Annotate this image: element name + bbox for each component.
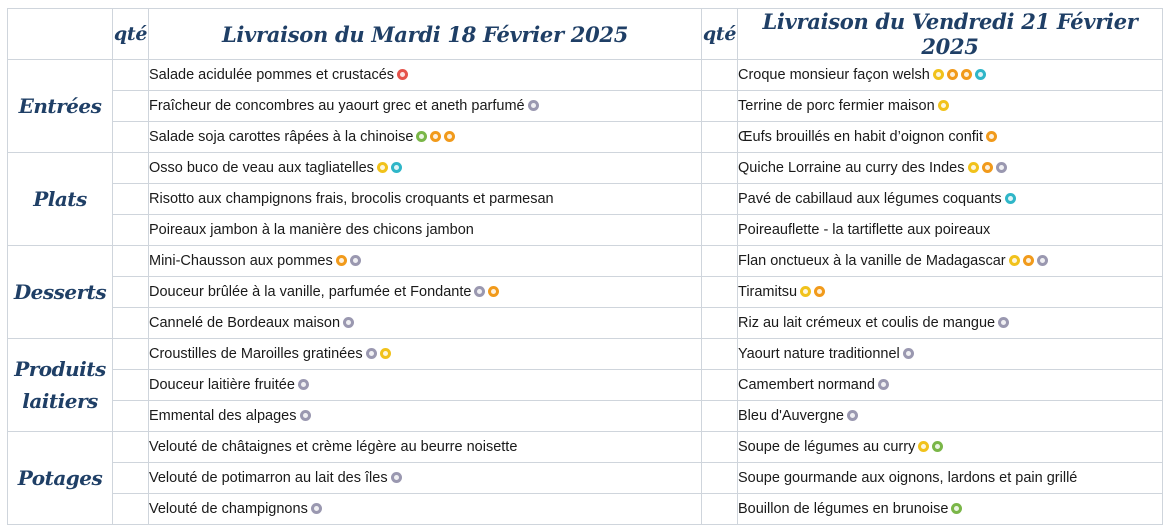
dish-cell-day2 xyxy=(738,339,1163,370)
table-row xyxy=(8,494,1163,525)
table-row xyxy=(8,339,1163,370)
day1-title: Livraison du Mardi 18 Février 2025 xyxy=(149,9,702,60)
dish-name: Fraîcheur de concombres au yaourt grec et aneth parfumé xyxy=(149,98,525,114)
dish-name: Cannelé de Bordeaux maison xyxy=(149,315,341,331)
category-label: Potages xyxy=(8,432,113,525)
dish-cell-day1 xyxy=(149,401,702,432)
quantity-cell-day2[interactable] xyxy=(702,122,738,153)
dish-cell-day1 xyxy=(149,463,702,494)
quantity-cell-day2[interactable] xyxy=(702,339,738,370)
allergen-icon xyxy=(397,69,408,80)
dairy-icon xyxy=(391,472,402,483)
quantity-cell-day1[interactable] xyxy=(113,153,149,184)
dish-cell-day1 xyxy=(149,339,702,370)
dish-cell-day2 xyxy=(738,122,1163,153)
table-row xyxy=(8,91,1163,122)
dish-cell-day1 xyxy=(149,122,702,153)
quantity-cell-day2[interactable] xyxy=(702,246,738,277)
qte-header-day2: qté xyxy=(702,9,738,60)
dish-cell-day2 xyxy=(738,277,1163,308)
local-product-icon xyxy=(800,286,811,297)
dish-name: Velouté de potimarron au lait des îles xyxy=(149,470,388,486)
dish-cell-day2 xyxy=(738,432,1163,463)
dish-cell-day1 xyxy=(149,277,702,308)
table-row xyxy=(8,401,1163,432)
quantity-cell-day2[interactable] xyxy=(702,60,738,91)
quantity-cell-day1[interactable] xyxy=(113,339,149,370)
quantity-cell-day2[interactable] xyxy=(702,153,738,184)
dish-name: Camembert normand xyxy=(738,377,875,393)
dish-name: Bleu d'Auvergne xyxy=(738,408,844,424)
dairy-icon xyxy=(311,503,322,514)
quantity-cell-day1[interactable] xyxy=(113,463,149,494)
dish-name: Soupe gourmande aux oignons, lardons et pain grillé xyxy=(738,470,1078,486)
dish-name: Tiramitsu xyxy=(738,284,798,300)
dish-name: Salade acidulée pommes et crustacés xyxy=(149,67,395,83)
dish-name: Velouté de châtaignes et crème légère au beurre noisette xyxy=(149,439,518,455)
label-rouge-icon xyxy=(1023,255,1034,266)
dish-name: Riz au lait crémeux et coulis de mangue xyxy=(738,315,996,331)
dish-cell-day2 xyxy=(738,91,1163,122)
table-row xyxy=(8,122,1163,153)
dish-name: Flan onctueux à la vanille de Madagascar xyxy=(738,253,1006,269)
local-product-icon xyxy=(938,100,949,111)
dish-cell-day1 xyxy=(149,153,702,184)
dish-cell-day2 xyxy=(738,215,1163,246)
dish-cell-day1 xyxy=(149,215,702,246)
dish-name: Osso buco de veau aux tagliatelles xyxy=(149,160,374,176)
dairy-icon xyxy=(903,348,914,359)
menu-body xyxy=(8,60,1163,525)
dish-cell-day1 xyxy=(149,60,702,91)
dairy-icon xyxy=(1037,255,1048,266)
category-label: Entrées xyxy=(8,60,113,153)
dairy-icon xyxy=(878,379,889,390)
dairy-icon xyxy=(343,317,354,328)
dairy-icon xyxy=(996,162,1007,173)
table-row xyxy=(8,246,1163,277)
quantity-cell-day1[interactable] xyxy=(113,91,149,122)
dish-cell-day2 xyxy=(738,370,1163,401)
vegetarian-icon xyxy=(951,503,962,514)
table-row xyxy=(8,463,1163,494)
dish-name: Emmental des alpages xyxy=(149,408,297,424)
quantity-cell-day1[interactable] xyxy=(113,215,149,246)
quantity-cell-day2[interactable] xyxy=(702,308,738,339)
local-product-icon xyxy=(968,162,979,173)
quantity-cell-day2[interactable] xyxy=(702,494,738,525)
quantity-cell-day2[interactable] xyxy=(702,91,738,122)
dish-cell-day1 xyxy=(149,91,702,122)
label-rouge-icon xyxy=(961,69,972,80)
dish-name: Mini-Chausson aux pommes xyxy=(149,253,333,269)
dish-cell-day2 xyxy=(738,401,1163,432)
quantity-cell-day1[interactable] xyxy=(113,184,149,215)
quantity-cell-day1[interactable] xyxy=(113,60,149,91)
dish-name: Terrine de porc fermier maison xyxy=(738,98,935,114)
dish-name: Œufs brouillés en habit d’oignon confit xyxy=(738,129,984,145)
dish-cell-day1 xyxy=(149,494,702,525)
table-row xyxy=(8,184,1163,215)
dairy-icon xyxy=(847,410,858,421)
dish-name: Bouillon de légumes en brunoise xyxy=(738,501,949,517)
label-rouge-icon xyxy=(814,286,825,297)
vegetarian-icon xyxy=(932,441,943,452)
quantity-cell-day1[interactable] xyxy=(113,370,149,401)
dish-cell-day2 xyxy=(738,184,1163,215)
header-row xyxy=(8,9,1163,60)
dish-name: Yaourt nature traditionnel xyxy=(738,346,900,362)
table-row xyxy=(8,432,1163,463)
corner-cell xyxy=(8,9,113,60)
dish-cell-day1 xyxy=(149,432,702,463)
quantity-cell-day2[interactable] xyxy=(702,432,738,463)
dairy-icon xyxy=(300,410,311,421)
sea-product-icon xyxy=(391,162,402,173)
quantity-cell-day2[interactable] xyxy=(702,184,738,215)
dish-name: Pavé de cabillaud aux légumes coquants xyxy=(738,191,1002,207)
table-row xyxy=(8,215,1163,246)
quantity-cell-day2[interactable] xyxy=(702,401,738,432)
qte-header-day1: qté xyxy=(113,9,149,60)
quantity-cell-day2[interactable] xyxy=(702,277,738,308)
dish-name: Velouté de champignons xyxy=(149,501,308,517)
dairy-icon xyxy=(298,379,309,390)
category-label: Produits laitiers xyxy=(8,339,113,432)
dish-name: Croque monsieur façon welsh xyxy=(738,67,930,83)
local-product-icon xyxy=(1009,255,1020,266)
dairy-icon xyxy=(350,255,361,266)
dish-name: Poireaux jambon à la manière des chicons jambon xyxy=(149,222,474,238)
menu-table xyxy=(7,8,1163,525)
label-rouge-icon xyxy=(430,131,441,142)
dish-cell-day1 xyxy=(149,184,702,215)
quantity-cell-day1[interactable] xyxy=(113,277,149,308)
dish-cell-day2 xyxy=(738,308,1163,339)
local-product-icon xyxy=(380,348,391,359)
label-rouge-icon xyxy=(986,131,997,142)
dish-name: Douceur laitière fruitée xyxy=(149,377,295,393)
quantity-cell-day2[interactable] xyxy=(702,463,738,494)
local-product-icon xyxy=(377,162,388,173)
quantity-cell-day1[interactable] xyxy=(113,401,149,432)
dish-name: Poireauflette - la tartiflette aux poireaux xyxy=(738,222,991,238)
local-product-icon xyxy=(933,69,944,80)
table-row xyxy=(8,153,1163,184)
category-label: Plats xyxy=(8,153,113,246)
quantity-cell-day1[interactable] xyxy=(113,246,149,277)
sea-product-icon xyxy=(975,69,986,80)
dish-name: Douceur brûlée à la vanille, parfumée et Fondante xyxy=(149,284,472,300)
quantity-cell-day2[interactable] xyxy=(702,215,738,246)
day2-title: Livraison du Vendredi 21 Février 2025 xyxy=(738,9,1163,60)
quantity-cell-day2[interactable] xyxy=(702,370,738,401)
dish-cell-day2 xyxy=(738,60,1163,91)
quantity-cell-day1[interactable] xyxy=(113,494,149,525)
dish-name: Risotto aux champignons frais, brocolis croquants et parmesan xyxy=(149,191,554,207)
dairy-icon xyxy=(528,100,539,111)
table-row xyxy=(8,308,1163,339)
table-row xyxy=(8,277,1163,308)
quantity-cell-day1[interactable] xyxy=(113,122,149,153)
dairy-icon xyxy=(998,317,1009,328)
dairy-icon xyxy=(474,286,485,297)
dish-cell-day1 xyxy=(149,246,702,277)
dish-name: Croustilles de Maroilles gratinées xyxy=(149,346,363,362)
category-label: Desserts xyxy=(8,246,113,339)
quantity-cell-day1[interactable] xyxy=(113,432,149,463)
dish-name: Soupe de légumes au curry xyxy=(738,439,916,455)
dish-cell-day2 xyxy=(738,246,1163,277)
label-rouge-icon xyxy=(982,162,993,173)
dish-cell-day2 xyxy=(738,153,1163,184)
sea-product-icon xyxy=(1005,193,1016,204)
label-rouge-icon xyxy=(947,69,958,80)
dish-name: Salade soja carottes râpées à la chinoise xyxy=(149,129,414,145)
label-rouge-icon xyxy=(444,131,455,142)
table-row xyxy=(8,60,1163,91)
label-rouge-icon xyxy=(336,255,347,266)
dish-cell-day2 xyxy=(738,463,1163,494)
table-row xyxy=(8,370,1163,401)
quantity-cell-day1[interactable] xyxy=(113,308,149,339)
local-product-icon xyxy=(918,441,929,452)
dish-cell-day1 xyxy=(149,308,702,339)
dish-cell-day2 xyxy=(738,494,1163,525)
dish-name: Quiche Lorraine au curry des Indes xyxy=(738,160,965,176)
dish-cell-day1 xyxy=(149,370,702,401)
label-rouge-icon xyxy=(488,286,499,297)
vegetarian-icon xyxy=(416,131,427,142)
dairy-icon xyxy=(366,348,377,359)
